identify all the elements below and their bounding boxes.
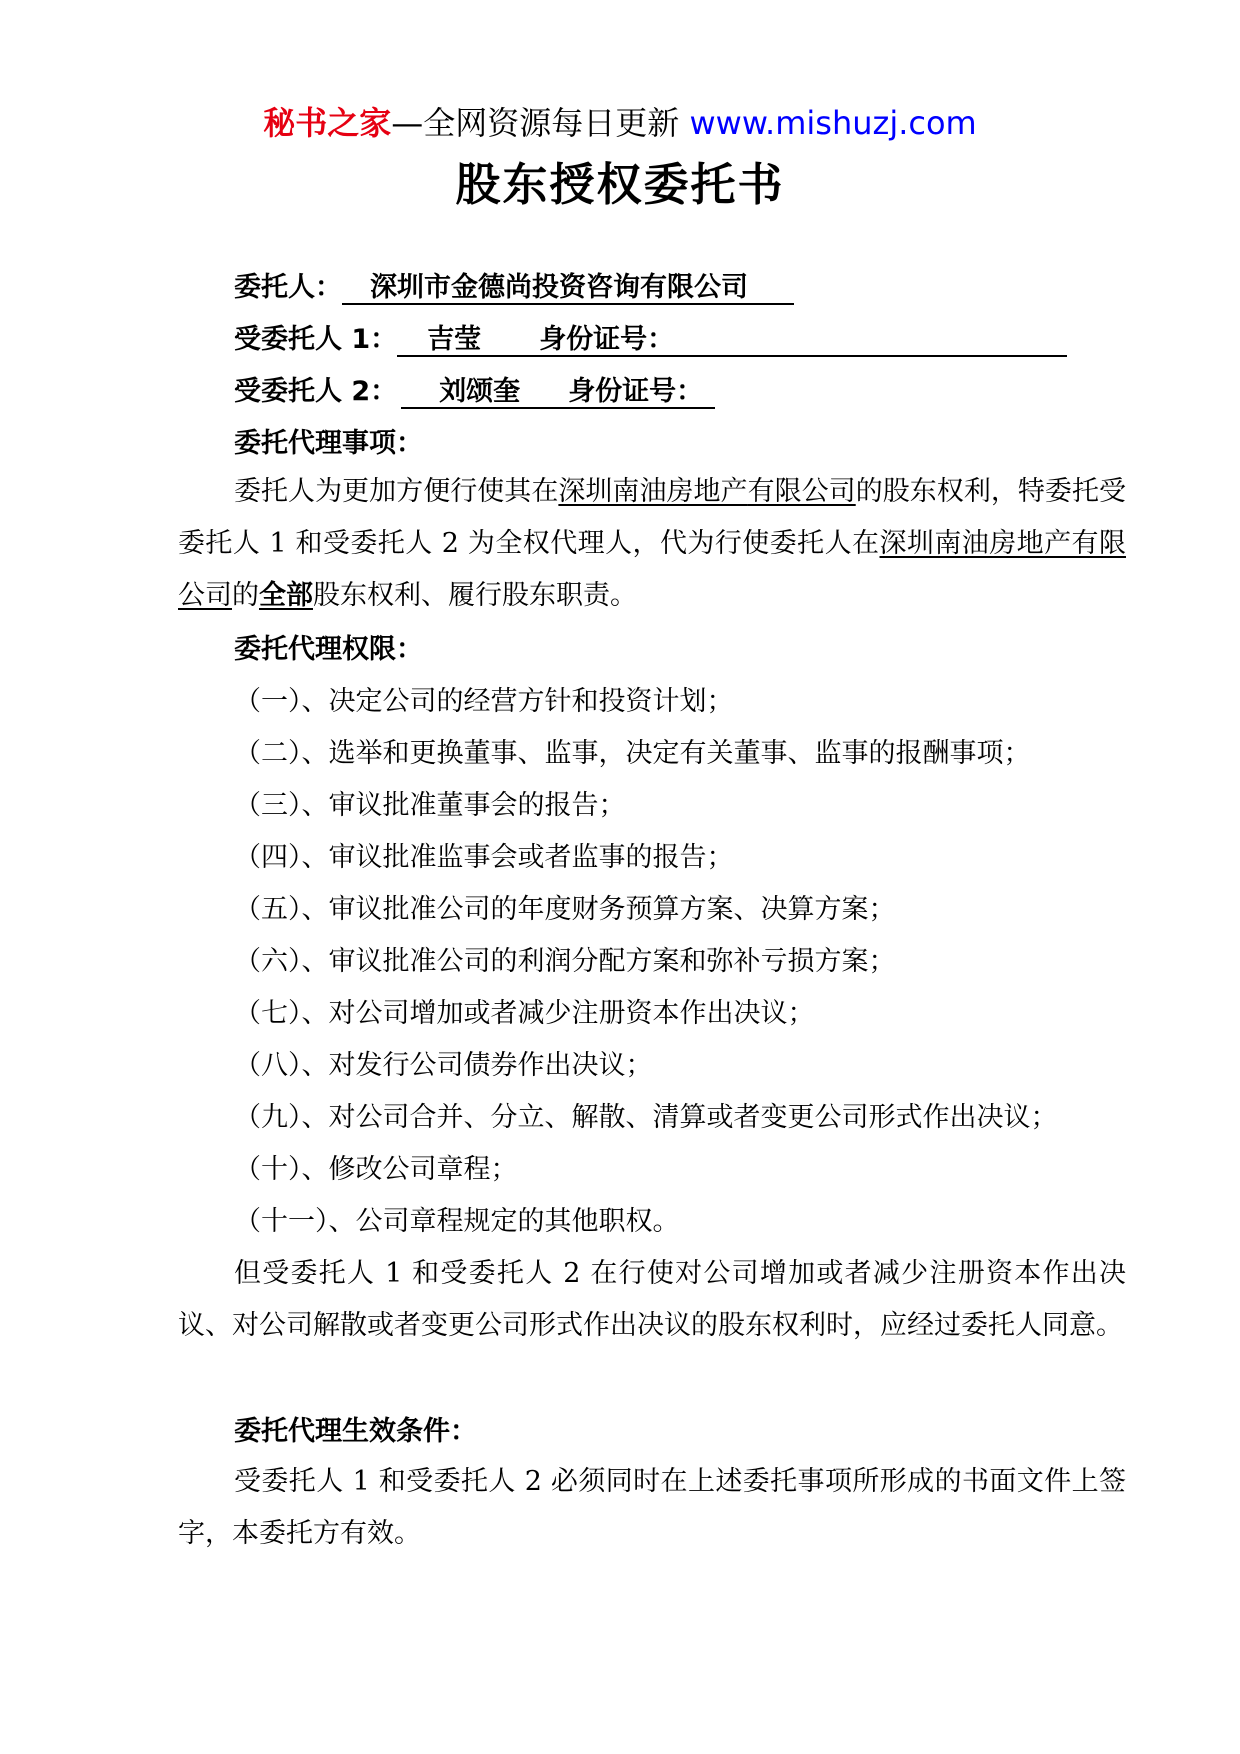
matters-paragraph (178, 466, 1126, 622)
agent2-id-label: 身份证号： (568, 376, 704, 407)
conditions-heading: 委托代理生效条件： (234, 1416, 477, 1447)
power-item: （八）、对发行公司债券作出决议； (234, 1050, 653, 1081)
conditions-paragraph: 受委托人 1 和受委托人 2 必须同时在上述委托事项所形成的书面文件上签字，本委托方有效。 (178, 1466, 1126, 1549)
power-item: （四）、审议批准监事会或者监事的报告； (234, 842, 734, 873)
matters-all: 全部 (259, 580, 313, 611)
matters-text-1: 委托人为更加方便行使其在 (234, 476, 559, 507)
power-item: （三）、审议批准董事会的报告； (234, 790, 626, 821)
agent2-line (234, 374, 715, 410)
agent2-name: 刘颂奎 (439, 376, 521, 407)
banner-brand: 秘书之家 (263, 104, 392, 142)
agent1-name: 吉莹 (427, 324, 482, 355)
power-item: （九）、对公司合并、分立、解散、清算或者变更公司形式作出决议； (234, 1102, 1058, 1133)
power-item: （十）、修改公司章程； (234, 1154, 518, 1185)
matters-text-2: 的股东权利，特委托受委托人 1 和受委托人 2 为全权代理人，代为行使委托人在 (178, 476, 1126, 559)
principal-label: 委托人： (234, 272, 342, 303)
power-item: （二）、选举和更换董事、监事，决定有关董事、监事的报酬事项； (234, 738, 1031, 769)
principal-name: 深圳市金德尚投资咨询有限公司 (342, 273, 794, 305)
matters-heading: 委托代理事项： (234, 428, 423, 459)
power-item: （七）、对公司增加或者减少注册资本作出决议； (234, 998, 815, 1029)
document-title: 股东授权委托书 (455, 158, 785, 211)
matters-company-1a: 深圳南油房地产 (558, 476, 748, 507)
agent2-label: 受委托人 2： (234, 376, 398, 407)
agent1-label: 受委托人 1： (234, 324, 398, 355)
matters-company-2: 深圳南油房地产有限公司 (178, 528, 1126, 611)
principal-line (234, 270, 794, 306)
matters-text-4: 股东权利、履行股东职责。 (313, 580, 637, 611)
power-item: （五）、审议批准公司的年度财务预算方案、决算方案； (234, 894, 896, 925)
agent1-id-label: 身份证号： (539, 324, 675, 355)
power-item: （一）、决定公司的经营方针和投资计划； (234, 686, 734, 717)
agent1-field (397, 325, 1067, 357)
power-item: （十一）、公司章程规定的其他职权。 (234, 1206, 680, 1237)
matters-text-3: 的 (232, 580, 259, 611)
matters-company-1b: 有限公司 (747, 476, 856, 507)
banner-slogan: —全网资源每日更新 (391, 104, 690, 142)
proviso-paragraph: 但受委托人 1 和受委托人 2 在行使对公司增加或者减少注册资本作出决议、对公司解散或者变更公司形式作出决议的股东权利时，应经过委托人同意。 (178, 1258, 1126, 1341)
site-banner (0, 103, 1240, 143)
powers-heading: 委托代理权限： (234, 634, 423, 665)
power-item: （六）、审议批准公司的利润分配方案和弥补亏损方案； (234, 946, 896, 977)
agent1-line (234, 322, 1067, 358)
banner-url-link[interactable]: www.mishuzj.com (689, 104, 977, 142)
agent2-field (401, 377, 715, 409)
